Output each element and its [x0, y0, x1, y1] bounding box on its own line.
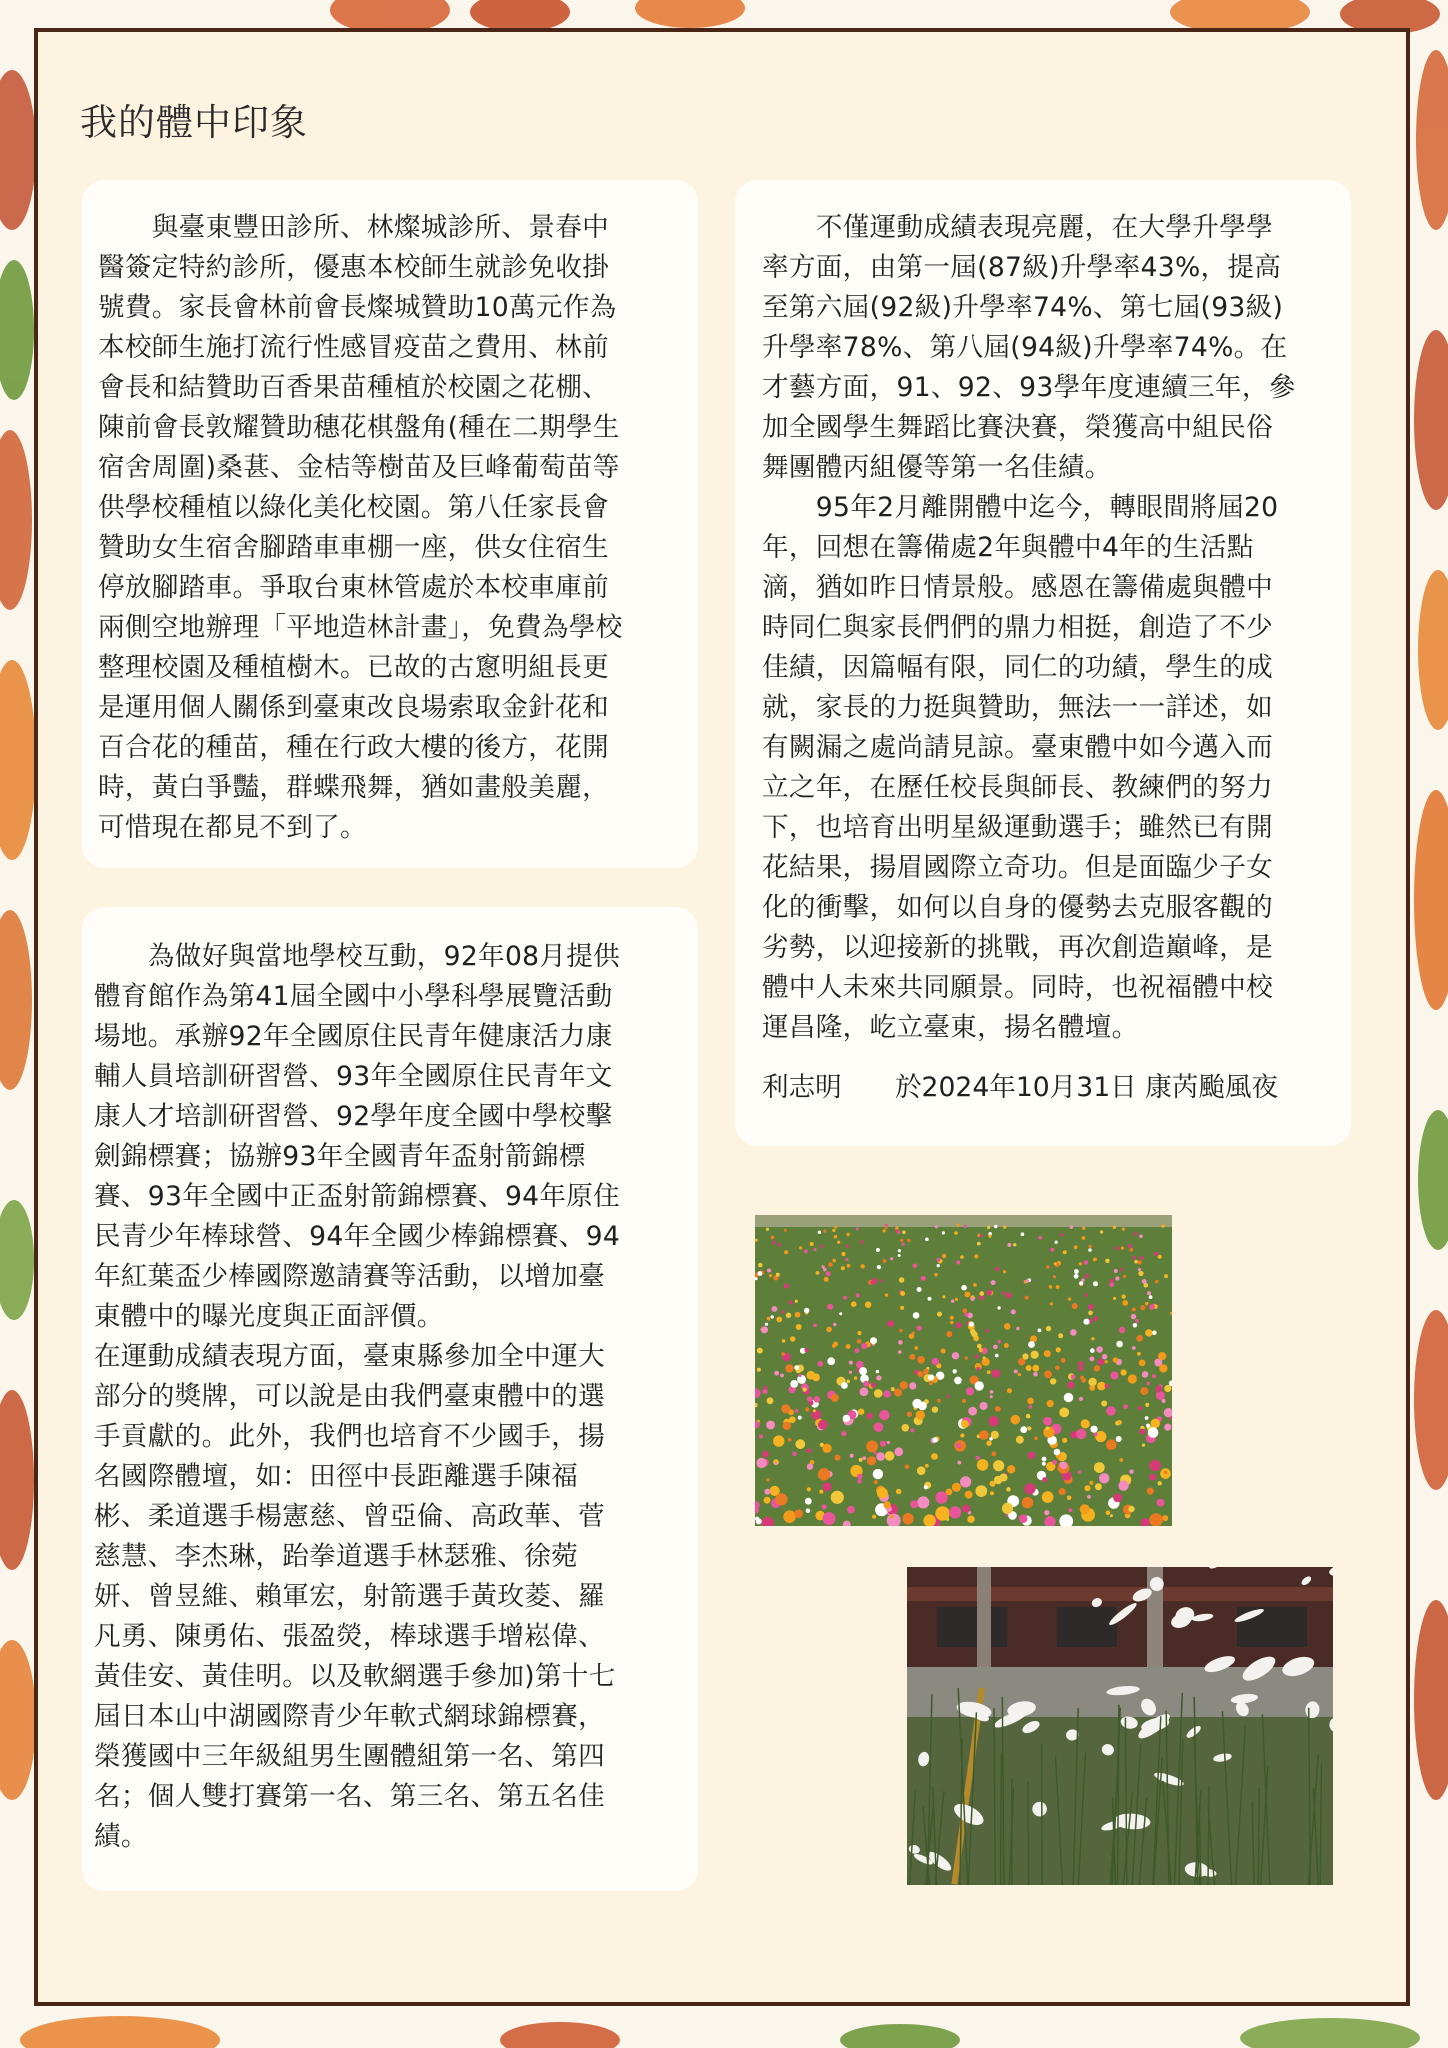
text-card-left-bottom — [82, 907, 698, 1891]
lily-garden-photo — [907, 1567, 1333, 1885]
paragraph-campus-support: 與臺東豐田診所、林燦城診所、景春中 醫簽定特約診所，優惠本校師生就診免收掛 號費。家長會林前會長燦城贊助10萬元作為 本校師生施打流行性感冒疫苗之費用、林前 會長和結贊助百香果苗種植於校園之花棚、 陳前會長敦耀贊助穗花棋盤角(種在二期學生 宿舍周圍)桑葚、金桔等樹苗及巨峰葡萄苗等 供學校種植以綠化美化校園。第八任家長會 贊助女生宿舍腳踏車車棚一座，供女住宿生 停放腳踏車。爭取台東林管處於本校車庫前 兩側空地辦理「平地造林計畫」，免費為學校 整理校園及種植樹木。已故的古窻明組長更 是運用個人關係到臺東改良場索取金針花和 百合花的種苗，種在行政大樓的後方，花開 時，黃白爭豔，群蝶飛舞，猶如畫般美麗， 可惜現在都見不到了。 — [98, 212, 623, 843]
signature-line: 利志明 於2024年10月31日 康芮颱風夜 — [762, 1072, 1279, 1103]
text-card-left-top — [82, 180, 698, 868]
cosmos-field-photo — [755, 1215, 1172, 1526]
page-title: 我的體中印象 — [80, 101, 308, 144]
paragraph-achievements-reflection: 不僅運動成績表現亮麗，在大學升學學 率方面，由第一屆(87級)升學率43%，提高 至第六屆(92級)升學率74%、第七屆(93級) 升學率78%、第八屆(94級)升學率74%。在 才藝方面，91、92、93學年度連續三年，參 加全國學生舞蹈比賽決賽，榮獲高中組民俗 舞團體丙組優等第一名佳績。 95年2月離開體中迄今，轉眼間將屆20 年，回想在籌備處2年與體中4年的生活點 滴，猶如昨日情景般。感恩在籌備處與體中 時同仁與家長們們的鼎力相挺，創造了不少 佳績，因篇幅有限，同仁的功績，學生的成 就，家長的力挺與贊助，無法一一詳述，如 有闕漏之處尚請見諒。臺東體中如今邁入而 立之年，在歷任校長與師長、教練們的努力 下，也培育出明星級運動選手；雖然已有開 花結果，揚眉國際立奇功。但是面臨少子女 化的衝擊，如何以自身的優勢去克服客觀的 劣勢，以迎接新的挑戰，再次創造巔峰，是 體中人未來共同願景。同時，也祝福體中校 運昌隆，屹立臺東，揚名體壇。 — [762, 212, 1296, 1043]
paragraph-events-athletes: 為做好與當地學校互動，92年08月提供 體育館作為第41屆全國中小學科學展覽活動 場地。承辦92年全國原住民青年健康活力康 輔人員培訓研習營、93年全國原住民青年文 康人才培訓研習營、92學年度全國中學校擊 劍錦標賽；協辦93年全國青年盃射箭錦標 賽、93年全國中正盃射箭錦標賽、94年原住 民青少年棒球營、94年全國少棒錦標賽、94 年紅葉盃少棒國際邀請賽等活動，以增加臺 東體中的曝光度與正面評價。 在運動成績表現方面，臺東縣參加全中運大 部分的獎牌，可以說是由我們臺東體中的選 手貢獻的。此外，我們也培育不少國手，揚 名國際體壇，如：田徑中長距離選手陳福 彬、柔道選手楊憲慈、曾亞倫、高政華、菅 慈慧、李杰琳，跆拳道選手林瑟雅、徐菀 妍、曾昱維、賴軍宏，射箭選手黃玫菱、羅 凡勇、陳勇佑、張盈熒，棒球選手增崧偉、 黃佳安、黃佳明。以及軟網選手參加)第十七 屆日本山中湖國際青少年軟式網球錦標賽， 榮獲國中三年級組男生團體組第一名、第四 名；個人雙打賽第一名、第三名、第五名佳 績。 — [94, 941, 621, 1852]
text-card-right — [735, 180, 1351, 1146]
